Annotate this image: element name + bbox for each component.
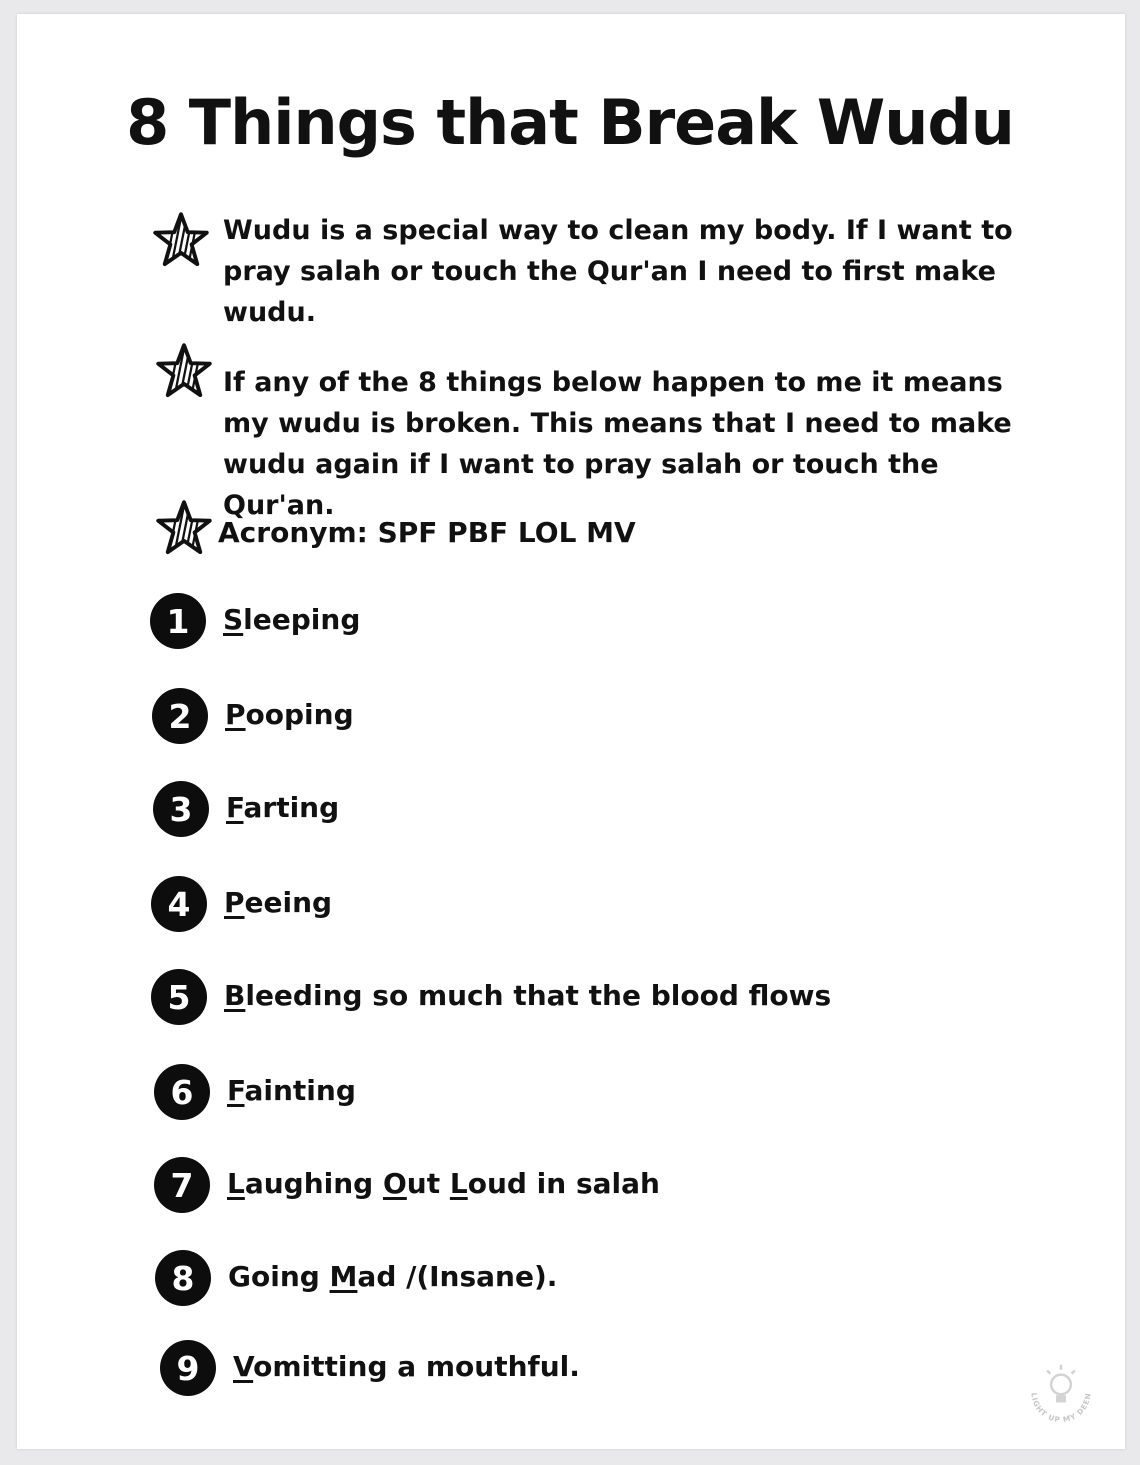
first-letter: P (225, 698, 246, 731)
first-letter: V (233, 1350, 254, 1383)
list-item-label: Fainting (227, 1074, 356, 1107)
list-item-label: Farting (226, 791, 340, 824)
list-item-label: Bleeding so much that the blood flows (224, 979, 832, 1012)
first-letter: B (224, 979, 246, 1012)
number-badge: 1 (150, 593, 206, 649)
star-icon (153, 212, 209, 268)
number-badge: 6 (154, 1064, 210, 1120)
intro-paragraph-2: If any of the 8 things below happen to me it means my wudu is broken. This means that I need to make wudu again if I want to pray salah or touch the Qur'an. (223, 367, 1012, 521)
lightbulb-icon (1020, 1350, 1102, 1432)
first-letter: O (382, 1167, 407, 1200)
number-badge: 8 (155, 1250, 211, 1306)
first-letter: M (329, 1260, 358, 1293)
acronym-text: Acronym: SPF PBF LOL MV (218, 516, 636, 549)
page-title: 8 Things that Break Wudu (126, 86, 1014, 159)
first-letter: P (224, 886, 245, 919)
first-letter: F (226, 791, 244, 824)
list-item-label: Going Mad /(Insane). (228, 1260, 558, 1293)
number-badge: 5 (151, 969, 207, 1025)
list-item-label: Pooping (225, 698, 354, 731)
list-item-label: Laughing Out Loud in salah (227, 1167, 660, 1200)
number-badge: 3 (153, 781, 209, 837)
list-item-label: Vomitting a mouthful. (233, 1350, 580, 1383)
intro-paragraph-1: Wudu is a special way to clean my body. If I want to pray salah or touch the Qur'an I need to first make wudu. (223, 215, 1013, 328)
number-badge: 4 (151, 876, 207, 932)
first-letter: S (223, 603, 244, 636)
number-badge: 9 (160, 1340, 216, 1396)
watermark-logo (1020, 1350, 1102, 1432)
list-item-label: Peeing (224, 886, 333, 919)
list-item-label: Sleeping (223, 603, 361, 636)
star-icon (156, 500, 212, 556)
svg-text:LIGHT UP MY DEEN: LIGHT UP MY DEEN (1029, 1392, 1093, 1425)
first-letter: L (227, 1167, 245, 1200)
star-icon (156, 343, 212, 399)
first-letter: F (227, 1074, 245, 1107)
number-badge: 2 (152, 688, 208, 744)
number-badge: 7 (154, 1157, 210, 1213)
first-letter: L (449, 1167, 468, 1200)
